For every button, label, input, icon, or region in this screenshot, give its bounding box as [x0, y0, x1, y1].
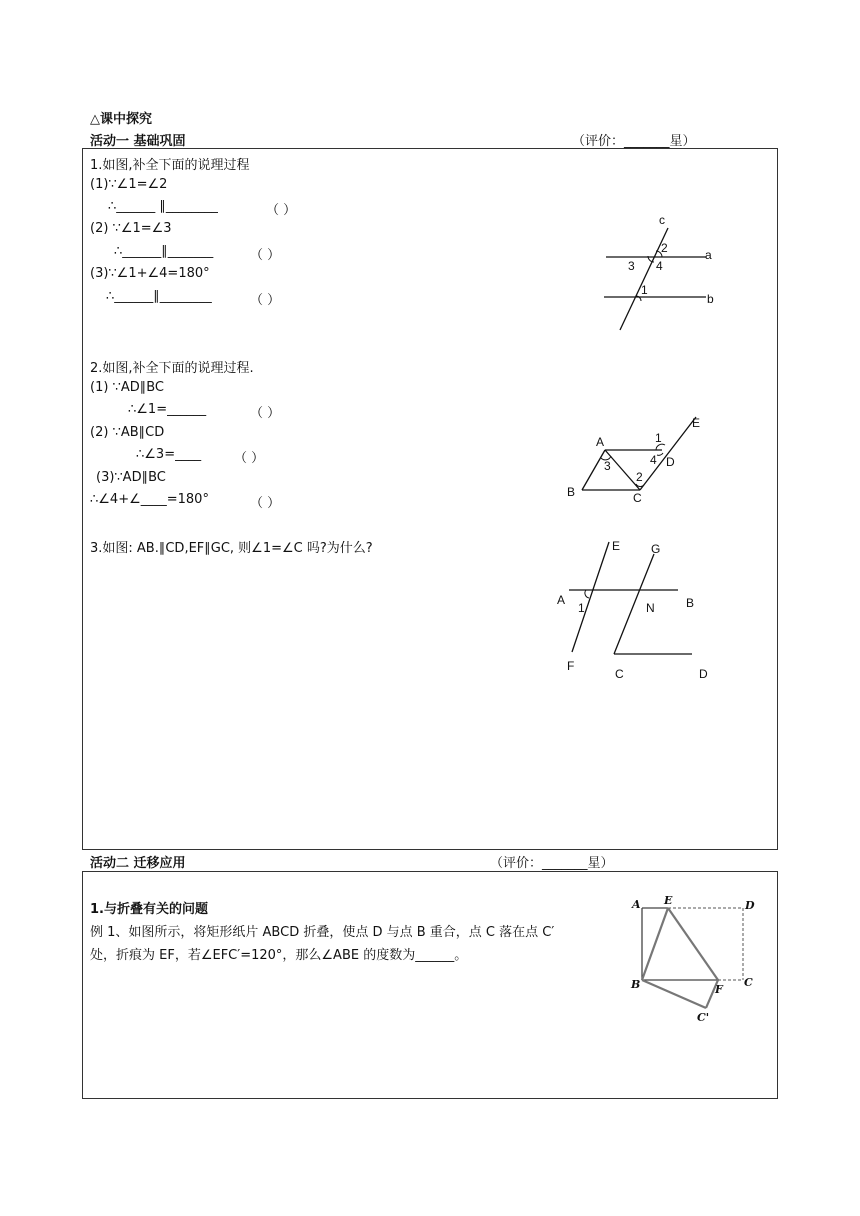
section-title: △课中探究 — [90, 112, 152, 127]
q1-line6-reason: （ ） — [250, 293, 281, 308]
activity2-title: 活动二 迁移应用 — [90, 856, 186, 871]
q2-fig-angle-4: 4 — [650, 453, 657, 467]
q2-line4: ∴∠3=____ — [136, 447, 202, 462]
q2-line3: (2) ∵AB∥CD — [90, 425, 165, 440]
q2-fig-label-B: B — [567, 485, 576, 499]
a2-fig-label-B: B — [631, 978, 641, 991]
a2-fig-label-C: C — [744, 976, 753, 989]
q2-fig-angle-3: 3 — [604, 459, 611, 473]
q1-line4: ∴______∥_______ — [114, 244, 214, 259]
q3-fig-label-N: N — [646, 601, 655, 615]
q3-fig-label-F: F — [567, 659, 575, 673]
q2-fig-angle-2: 2 — [636, 470, 643, 484]
a2-fig-label-D: D — [745, 899, 755, 912]
q1-line2-reason: （ ） — [266, 203, 297, 218]
q3-fig-label-B: B — [686, 596, 695, 610]
q2-line6: ∴∠4+∠____=180° — [90, 492, 209, 507]
q2-fig-label-D: D — [666, 455, 675, 469]
q3-fig-label-C: C — [615, 667, 624, 681]
q2-fig-label-A: A — [596, 435, 605, 449]
q1-line6: ∴______∥________ — [106, 289, 212, 304]
q1-line4-reason: （ ） — [250, 248, 281, 263]
q2-fig-label-C: C — [633, 491, 642, 505]
q1-fig-label-b: b — [707, 292, 714, 306]
q3-fig-label-A: A — [557, 593, 566, 607]
activity1-title: 活动一 基础巩固 — [90, 134, 186, 149]
activity2-rating: （评价：_______星） — [490, 856, 614, 871]
a2-fig-label-F: F — [715, 983, 723, 996]
q1-fig-angle-4: 4 — [656, 259, 663, 273]
q2-line6-reason: （ ） — [250, 496, 281, 511]
q3-fig-label-G: G — [651, 542, 661, 556]
q2-line4-reason: （ ） — [234, 451, 265, 466]
a2-fig-label-Cprime: C' — [697, 1011, 710, 1024]
q1-line2: ∴______ ∥________ — [108, 199, 218, 214]
q2-fig-angle-1: 1 — [655, 431, 662, 445]
q1-fig-angle-1: 1 — [641, 283, 648, 297]
q1-line3: (2) ∵∠1=∠3 — [90, 221, 172, 236]
q1-fig-label-c: c — [659, 213, 665, 227]
q2-line5: (3)∵AD∥BC — [96, 470, 166, 485]
q1-fig-label-a: a — [705, 248, 712, 262]
q2-line2-reason: （ ） — [250, 406, 281, 421]
q1-fig-angle-2: 2 — [661, 241, 668, 255]
a2-fig-label-E: E — [664, 894, 673, 907]
q1-heading: 1.如图,补全下面的说理过程 — [90, 158, 250, 173]
activity1-rating: （评价：_______星） — [572, 134, 696, 149]
q2-line1: (1) ∵AD∥BC — [90, 380, 164, 395]
q1-line5: (3)∵∠1+∠4=180° — [90, 266, 210, 281]
q1-line1: (1)∵∠1=∠2 — [90, 177, 168, 192]
q3-fig-label-D: D — [699, 667, 708, 681]
q3-heading: 3.如图: AB.∥CD,EF∥GC, 则∠1=∠C 吗?为什么? — [90, 541, 373, 556]
a2-fig-label-A: A — [632, 898, 641, 911]
a2-q1-line1: 例 1、如图所示，将矩形纸片 ABCD 折叠，使点 D 与点 B 重合，点 C 落在点 C′ — [90, 925, 555, 940]
a2-q1-heading: 1.与折叠有关的问题 — [90, 902, 208, 917]
q3-fig-label-E: E — [612, 539, 621, 553]
q3-fig-angle-1: 1 — [578, 601, 585, 615]
q2-heading: 2.如图,补全下面的说理过程. — [90, 361, 254, 376]
q2-line2: ∴∠1=______ — [128, 402, 207, 417]
a2-q1-line2: 处，折痕为 EF，若∠EFC′=120°，那么∠ABE 的度数为______。 — [90, 948, 468, 963]
q1-fig-angle-3: 3 — [628, 259, 635, 273]
q2-fig-label-E: E — [692, 416, 701, 430]
